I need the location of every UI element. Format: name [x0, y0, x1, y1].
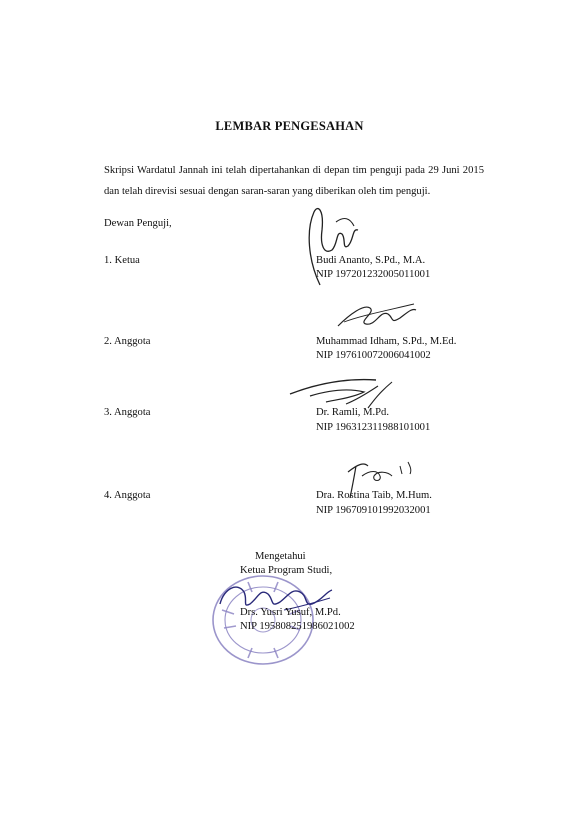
- examiner-1-nip: NIP 197201232005011001: [316, 269, 431, 280]
- board-label: Dewan Penguji,: [104, 218, 172, 229]
- program-head-name: Drs. Yusri Yusuf, M.Pd.: [240, 607, 341, 618]
- examiner-4-name: Dra. Rostina Taib, M.Hum.: [316, 490, 432, 501]
- examiner-2-nip: NIP 197610072006041002: [316, 350, 431, 361]
- examiner-1-role: 1. Ketua: [104, 255, 140, 266]
- examiner-1-signature: [298, 200, 368, 290]
- program-head-position: Ketua Program Studi,: [240, 565, 333, 576]
- examiner-4-role: 4. Anggota: [104, 490, 151, 501]
- intro-paragraph: Skripsi Wardatul Jannah ini telah dipertahankan di depan tim penguji pada 29 Juni 2015 dan telah direvisi sesuai dengan saran-saran yang diberikan oleh tim penguji.: [104, 165, 484, 197]
- examiner-1-name: Budi Ananto, S.Pd., M.A.: [316, 255, 426, 266]
- examiner-4-nip: NIP 196709101992032001: [316, 505, 431, 516]
- examiner-3-name: Dr. Ramli, M.Pd.: [316, 407, 389, 418]
- examiner-2-name: Muhammad Idham, S.Pd., M.Ed.: [316, 336, 457, 347]
- examiner-3-signature: [286, 372, 396, 418]
- examiner-4-signature: [338, 452, 418, 502]
- examiner-2-signature: [330, 296, 420, 336]
- examiner-2-role: 2. Anggota: [104, 336, 151, 347]
- program-head-nip: NIP 195808251986021002: [240, 621, 355, 632]
- page-title: LEMBAR PENGESAHAN: [215, 119, 364, 133]
- examiner-3-role: 3. Anggota: [104, 407, 151, 418]
- acknowledged-label: Mengetahui: [255, 551, 306, 562]
- examiner-3-nip: NIP 196312311988101001: [316, 422, 431, 433]
